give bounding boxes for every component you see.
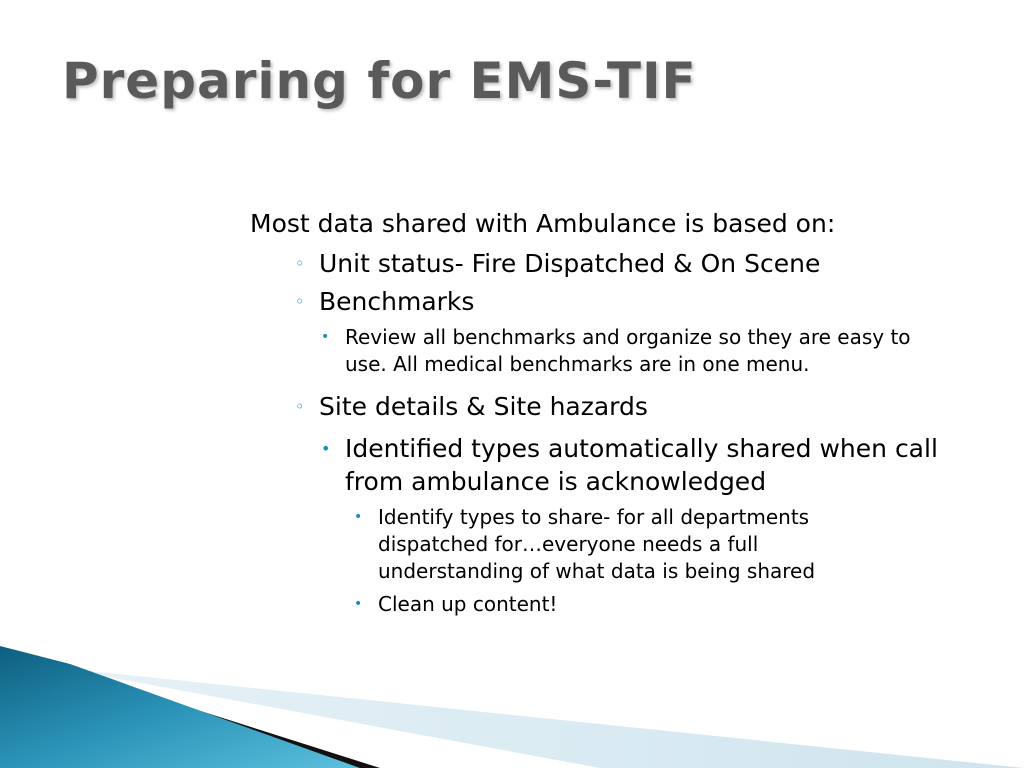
hollow-bullet-icon: ◦ — [295, 397, 305, 416]
bullet-benchmarks — [295, 283, 950, 321]
bullet-text: Benchmarks — [319, 287, 475, 316]
dot-bullet-icon: • — [354, 509, 363, 525]
dot-bullet-icon: • — [321, 329, 330, 345]
bullet-text: Clean up content! — [378, 592, 558, 616]
bullet-text: Identify types to share- for all departments dispatched for…everyone needs a full understanding of what data is being shared — [378, 505, 816, 583]
bullet-text: Unit status- Fire Dispatched & On Scene — [319, 249, 821, 278]
bullet-text: Review all benchmarks and organize so they are easy to use. All medical benchmarks are in one menu. — [345, 325, 911, 376]
intro-text: Most data shared with Ambulance is based on: — [250, 209, 836, 238]
bullet-identified-types — [321, 432, 950, 498]
bullet-site-details — [295, 388, 950, 426]
dot-bullet-icon: • — [354, 596, 363, 612]
slide-body — [250, 206, 950, 618]
bullet-text: Site details & Site hazards — [319, 392, 648, 421]
bullet-review-benchmarks — [321, 324, 945, 378]
bullet-unit-status — [295, 245, 950, 283]
dot-bullet-icon: • — [321, 439, 331, 458]
slide-title: Preparing for EMS-TIF — [62, 52, 697, 110]
hollow-bullet-icon: ◦ — [295, 292, 305, 311]
bullet-identify-types-to-share — [354, 504, 898, 585]
bullet-clean-up-content — [354, 591, 950, 618]
bullet-text: Identified types automatically shared when call from ambulance is acknowledged — [345, 434, 938, 496]
hollow-bullet-icon: ◦ — [295, 254, 305, 273]
